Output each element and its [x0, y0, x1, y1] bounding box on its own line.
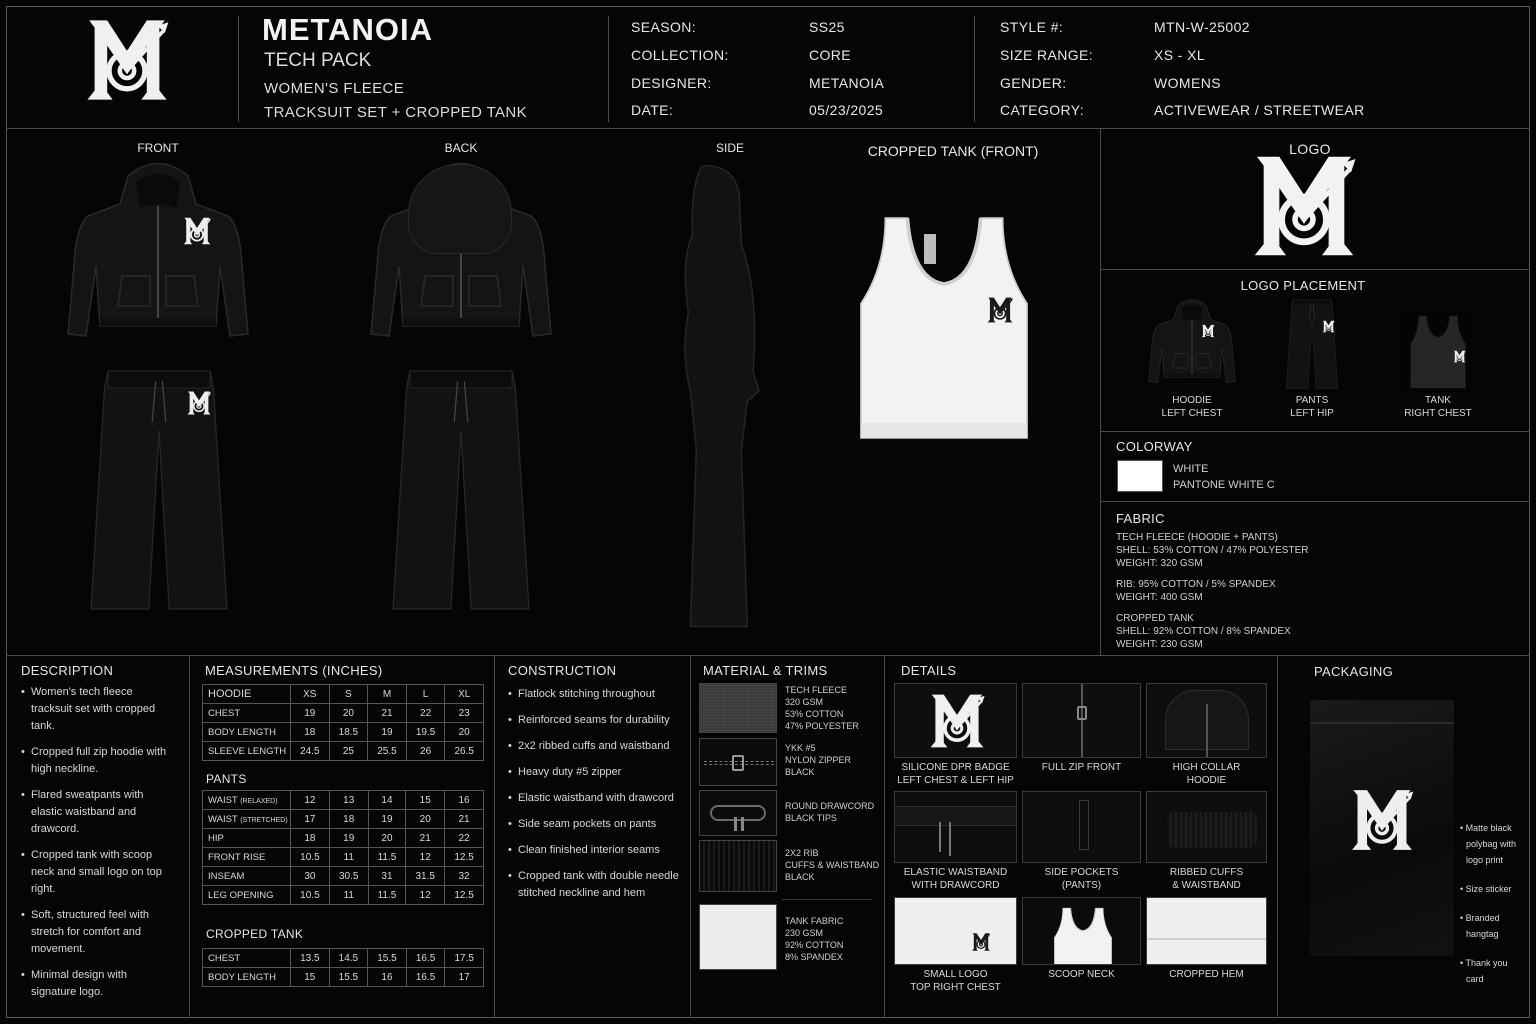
placement-pants-line2: LEFT HIP	[1290, 408, 1334, 419]
packaging-title: PACKAGING	[1314, 664, 1394, 679]
fabric-line: SHELL: 92% COTTON / 8% SPANDEX	[1116, 626, 1291, 637]
description-item: • Soft, structured feel with stretch for comfort and movement.	[21, 907, 171, 958]
fabric-block-2	[1116, 578, 1276, 604]
material-zipper-text	[785, 742, 851, 778]
table-cell: 25	[329, 742, 368, 761]
product-line-1: WOMEN'S FLEECE	[264, 80, 405, 97]
detail-caption-line: ELASTIC WAISTBAND	[903, 867, 1008, 878]
table-header-cell: M	[368, 685, 407, 704]
table-cell: 15.5	[368, 949, 407, 968]
pants-measurements-table	[202, 790, 484, 905]
front-hoodie-image	[52, 156, 264, 356]
table-cell	[203, 848, 291, 867]
detail-waistband-caption	[894, 866, 1017, 892]
table-cell	[203, 810, 291, 829]
table-cell: 10.5	[291, 848, 330, 867]
table-cell: 19	[291, 704, 330, 723]
table-cell: 21	[445, 810, 484, 829]
construction-item: • Elastic waistband with drawcord	[508, 790, 684, 807]
detail-pocket-image	[1022, 791, 1141, 863]
front-hoodie-logo-icon	[182, 216, 212, 246]
material-fleece-text	[785, 684, 859, 732]
fabric-block-3	[1116, 612, 1291, 651]
construction-title: CONSTRUCTION	[508, 663, 617, 678]
detail-badge-image	[894, 683, 1017, 758]
measurement-qualifier: (RELAXED)	[240, 797, 278, 805]
tank-fabric-swatch-icon	[699, 904, 777, 970]
detail-collar-image	[1146, 683, 1267, 758]
detail-caption-line: RIBBED CUFFS	[1169, 867, 1244, 878]
detail-caption-line: WITH DRAWCORD	[911, 880, 1000, 891]
placement-tank-line2: RIGHT CHEST	[1404, 408, 1472, 419]
brand-name: METANOIA	[262, 12, 434, 47]
material-line: BLACK	[785, 872, 815, 882]
table-cell: 18	[291, 829, 330, 848]
material-line: 92% COTTON	[785, 940, 844, 950]
logo-placement-title: LOGO PLACEMENT	[1240, 278, 1366, 293]
season-label: SEASON:	[631, 19, 697, 35]
packaging-note-line: hangtag	[1466, 929, 1499, 939]
placement-tank-logo-icon	[1453, 350, 1466, 363]
fabric-block-1	[1116, 531, 1308, 570]
construction-item: • Side seam pockets on pants	[508, 816, 684, 833]
front-pants-logo-icon	[186, 390, 212, 416]
detail-caption-line: HIGH COLLAR	[1172, 762, 1241, 773]
placement-pants-image	[1274, 296, 1350, 392]
detail-caption-line: SMALL LOGO	[923, 969, 988, 980]
placement-tank-line1: TANK	[1425, 395, 1451, 406]
table-row	[203, 886, 484, 905]
table-cell: 12.5	[445, 848, 484, 867]
construction-list	[508, 686, 684, 911]
detail-cuffs-image	[1146, 791, 1267, 863]
construction-item: • Cropped tank with double needle stitched neckline and hem	[508, 868, 684, 902]
table-cell: 18	[329, 810, 368, 829]
table-cell: 11.5	[368, 848, 406, 867]
category-value: ACTIVEWEAR / STREETWEAR	[1154, 102, 1365, 118]
table-cell: 15.5	[329, 968, 368, 987]
designer-value: METANOIA	[809, 75, 885, 91]
detail-caption-line: SILICONE DPR BADGE	[901, 762, 1010, 773]
table-header-cell: S	[329, 685, 368, 704]
table-cell: 22	[445, 829, 484, 848]
materials-title: MATERIAL & TRIMS	[703, 663, 828, 678]
product-line-2: TRACKSUIT SET + CROPPED TANK	[264, 104, 528, 121]
table-cell: 15	[406, 791, 445, 810]
material-line: 2X2 RIB	[785, 848, 819, 858]
description-title: DESCRIPTION	[21, 663, 114, 678]
size-range-value: XS - XL	[1154, 47, 1206, 63]
table-cell: 26.5	[445, 742, 484, 761]
table-cell: 17	[291, 810, 330, 829]
hoodie-measurements-table	[202, 684, 484, 761]
table-cell: 32	[445, 867, 484, 886]
detail-small-logo-image	[894, 897, 1017, 965]
placement-hoodie-caption	[1144, 394, 1240, 420]
packaging-note-hangtag: • Branded hangtag	[1460, 910, 1500, 942]
details-title: DETAILS	[901, 663, 957, 678]
table-cell: 26	[406, 742, 445, 761]
packaging-note-line: Branded	[1465, 913, 1500, 923]
detail-badge-caption	[894, 761, 1017, 787]
table-cell: 30.5	[329, 867, 368, 886]
style-label: STYLE #:	[1000, 19, 1064, 35]
measurement-label: WAIST	[208, 813, 238, 825]
collection-value: CORE	[809, 47, 852, 63]
material-line: TANK FABRIC	[785, 916, 844, 926]
packaging-note-line: polybag with	[1466, 839, 1517, 849]
drawcord-icon	[699, 790, 777, 836]
tank-front-image	[822, 200, 1066, 456]
material-rib-text	[785, 847, 879, 883]
table-cell: 13	[329, 791, 368, 810]
description-item: • Women's tech fleece tracksuit set with cropped tank.	[21, 684, 171, 735]
placement-tank-dark-overlay	[1398, 312, 1478, 392]
description-item: • Cropped full zip hoodie with high neckline.	[21, 744, 171, 778]
measurement-qualifier: (STRETCHED)	[240, 816, 288, 824]
table-cell: BODY LENGTH	[203, 723, 291, 742]
table-cell: 18	[291, 723, 330, 742]
material-line: BLACK TIPS	[785, 813, 837, 823]
table-cell: 22	[406, 704, 445, 723]
doc-type: TECH PACK	[264, 50, 372, 71]
placement-tank-caption	[1388, 394, 1488, 420]
detail-caption-line: HOODIE	[1186, 775, 1227, 786]
detail-collar-caption	[1146, 761, 1267, 787]
placement-pants-logo-icon	[1322, 320, 1335, 333]
table-row	[203, 685, 484, 704]
table-cell: 19	[329, 829, 368, 848]
table-cell: 21	[368, 704, 407, 723]
table-cell	[203, 829, 291, 848]
table-cell: 24.5	[291, 742, 330, 761]
detail-caption-line: TOP RIGHT CHEST	[910, 982, 1001, 993]
construction-item: • Flatlock stitching throughout	[508, 686, 684, 703]
fabric-title: FABRIC	[1116, 511, 1165, 526]
packaging-note-line: Matte black	[1465, 823, 1512, 833]
table-cell	[203, 886, 291, 905]
table-cell: CHEST	[203, 949, 291, 968]
table-cell: 20	[329, 704, 368, 723]
table-cell: 11.5	[368, 886, 406, 905]
construction-item: • Reinforced seams for durability	[508, 712, 684, 729]
construction-item: • 2x2 ribbed cuffs and waistband	[508, 738, 684, 755]
rib-swatch-icon	[699, 840, 777, 892]
tank-measurements-title: CROPPED TANK	[206, 927, 304, 941]
description-item: • Minimal design with signature logo.	[21, 967, 171, 1001]
table-cell: 16	[445, 791, 484, 810]
table-cell: 14	[368, 791, 406, 810]
table-cell: 16	[368, 968, 407, 987]
table-header-cell: XS	[291, 685, 330, 704]
description-item: • Cropped tank with scoop neck and small logo on top right.	[21, 847, 171, 898]
detail-cropped-hem-caption	[1146, 968, 1267, 981]
table-cell: 19	[368, 723, 407, 742]
material-line: 8% SPANDEX	[785, 952, 843, 962]
view-label-back: BACK	[444, 141, 478, 155]
packaging-note-polybag: • Matte black polybag with logo print	[1460, 820, 1516, 868]
table-cell: 23	[445, 704, 484, 723]
detail-caption-line: SCOOP NECK	[1048, 969, 1115, 980]
table-cell: 10.5	[291, 886, 330, 905]
material-line: 47% POLYESTER	[785, 721, 859, 731]
fleece-swatch-icon	[699, 683, 777, 733]
material-line: BLACK	[785, 767, 815, 777]
table-header-cell: HOODIE	[203, 685, 291, 704]
detail-zip-caption	[1022, 761, 1141, 774]
placement-hoodie-image	[1144, 296, 1240, 392]
material-line: 320 GSM	[785, 697, 824, 707]
table-cell: 19	[368, 810, 406, 829]
table-cell	[203, 867, 291, 886]
fabric-line: WEIGHT: 400 GSM	[1116, 592, 1203, 603]
material-line: TECH FLEECE	[785, 685, 848, 695]
table-row	[203, 810, 484, 829]
table-cell: 21	[406, 829, 445, 848]
size-range-label: SIZE RANGE:	[1000, 47, 1094, 63]
placement-hoodie-line2: LEFT CHEST	[1161, 408, 1223, 419]
fabric-line: WEIGHT: 230 GSM	[1116, 639, 1203, 650]
table-cell: 30	[291, 867, 330, 886]
logo-panel-title: LOGO	[1289, 141, 1331, 157]
side-view-image	[650, 156, 770, 646]
table-cell: 18.5	[329, 723, 368, 742]
tank-logo-icon	[986, 296, 1014, 324]
packaging-note-line: card	[1466, 974, 1484, 984]
material-line: 230 GSM	[785, 928, 824, 938]
table-cell: 31.5	[406, 867, 445, 886]
tank-label-tag	[924, 234, 936, 264]
measurement-label: INSEAM	[208, 870, 245, 882]
detail-caption-line: (PANTS)	[1061, 880, 1102, 891]
date-value: 05/23/2025	[809, 102, 884, 118]
table-cell: 19.5	[406, 723, 445, 742]
fabric-line: TECH FLEECE (HOODIE + PANTS)	[1116, 532, 1278, 543]
gender-value: WOMENS	[1154, 75, 1221, 91]
detail-zip-image	[1022, 683, 1141, 758]
measurement-label: FRONT RISE	[208, 851, 266, 863]
pants-measurements-title: PANTS	[206, 772, 247, 786]
table-cell: CHEST	[203, 704, 291, 723]
category-label: CATEGORY:	[1000, 102, 1084, 118]
table-cell: 16.5	[406, 949, 445, 968]
table-cell: 13.5	[291, 949, 330, 968]
material-line: CUFFS & WAISTBAND	[785, 860, 880, 870]
construction-item: • Clean finished interior seams	[508, 842, 684, 859]
detail-caption-line: & WAISTBAND	[1172, 880, 1241, 891]
season-value: SS25	[809, 19, 845, 35]
packaging-note-sticker: • Size sticker	[1460, 884, 1512, 894]
detail-caption-line: FULL ZIP FRONT	[1041, 762, 1122, 773]
detail-caption-line: SIDE POCKETS	[1044, 867, 1119, 878]
colorway-name: WHITE	[1173, 463, 1209, 475]
back-pants-image	[376, 338, 546, 642]
table-cell: 31	[368, 867, 406, 886]
detail-pocket-caption	[1022, 866, 1141, 892]
placement-hoodie-line1: HOODIE	[1172, 395, 1212, 406]
date-label: DATE:	[631, 102, 674, 118]
table-row	[203, 949, 484, 968]
construction-item: • Heavy duty #5 zipper	[508, 764, 684, 781]
table-header-cell: L	[406, 685, 445, 704]
table-cell: 25.5	[368, 742, 407, 761]
table-cell: 11	[329, 848, 368, 867]
table-cell: 12.5	[445, 886, 484, 905]
table-row	[203, 791, 484, 810]
detail-caption-line: CROPPED HEM	[1169, 969, 1244, 980]
style-value: MTN-W-25002	[1154, 19, 1250, 35]
material-drawcord-text	[785, 800, 874, 824]
table-cell: 20	[406, 810, 445, 829]
table-row	[203, 867, 484, 886]
back-hood-shape	[408, 164, 512, 254]
colorway-title: COLORWAY	[1116, 439, 1193, 454]
polybag-image	[1310, 700, 1454, 956]
table-row	[203, 723, 484, 742]
table-row	[203, 829, 484, 848]
table-cell: 16.5	[406, 968, 445, 987]
detail-scoop-neck-caption	[1022, 968, 1141, 981]
view-label-side: SIDE	[715, 141, 744, 155]
table-cell: BODY LENGTH	[203, 968, 291, 987]
detail-cropped-hem-image	[1146, 897, 1267, 965]
table-row	[203, 968, 484, 987]
detail-small-logo-caption	[894, 968, 1017, 994]
measurement-label: LEG OPENING	[208, 889, 274, 901]
brand-logo-icon	[82, 14, 172, 106]
material-line: ROUND DRAWCORD	[785, 801, 875, 811]
colorway-pantone: PANTONE WHITE C	[1173, 479, 1275, 491]
placement-pants-line1: PANTS	[1295, 395, 1329, 406]
table-cell: 12	[406, 886, 445, 905]
detail-waistband-image	[894, 791, 1017, 863]
measurements-title: MEASUREMENTS (INCHES)	[205, 663, 383, 678]
packaging-note-line: Size sticker	[1465, 884, 1512, 894]
designer-label: DESIGNER:	[631, 75, 712, 91]
collection-label: COLLECTION:	[631, 47, 729, 63]
packaging-note-line: Thank you	[1465, 958, 1508, 968]
table-row	[203, 848, 484, 867]
material-line: 53% COTTON	[785, 709, 844, 719]
packaging-note-line: logo print	[1466, 855, 1504, 865]
table-cell: 15	[291, 968, 330, 987]
placement-pants-caption	[1264, 394, 1360, 420]
material-line: NYLON ZIPPER	[785, 755, 852, 765]
detail-scoop-neck-image	[1022, 897, 1141, 965]
placement-hoodie-logo-icon	[1201, 324, 1215, 338]
table-cell: 17	[445, 968, 484, 987]
fabric-line: WEIGHT: 320 GSM	[1116, 558, 1203, 569]
table-cell: 20	[445, 723, 484, 742]
table-row	[203, 704, 484, 723]
table-cell: SLEEVE LENGTH	[203, 742, 291, 761]
detail-caption-line: LEFT CHEST & LEFT HIP	[897, 775, 1014, 786]
table-cell	[203, 791, 291, 810]
table-header-cell: XL	[445, 685, 484, 704]
main-logo-icon	[1242, 150, 1366, 262]
table-cell: 11	[329, 886, 368, 905]
measurement-label: WAIST	[208, 794, 238, 806]
table-cell: 17.5	[445, 949, 484, 968]
front-pants-image	[74, 338, 244, 642]
colorway-swatch	[1117, 460, 1163, 492]
view-label-tank: CROPPED TANK (FRONT)	[867, 143, 1039, 159]
tank-measurements-table	[202, 948, 484, 987]
description-list	[21, 684, 171, 1010]
fabric-line: SHELL: 53% COTTON / 47% POLYESTER	[1116, 545, 1309, 556]
description-item: • Flared sweatpants with elastic waistband and drawcord.	[21, 787, 171, 838]
table-row	[203, 742, 484, 761]
measurement-label: HIP	[208, 832, 224, 844]
material-line: YKK #5	[785, 743, 816, 753]
table-cell: 12	[406, 848, 445, 867]
gender-label: GENDER:	[1000, 75, 1067, 91]
packaging-note-card: • Thank you card	[1460, 955, 1508, 987]
fabric-line: CROPPED TANK	[1116, 613, 1194, 624]
view-label-front: FRONT	[137, 141, 179, 155]
table-cell: 20	[368, 829, 406, 848]
detail-cuffs-caption	[1146, 866, 1267, 892]
fabric-line: RIB: 95% COTTON / 5% SPANDEX	[1116, 579, 1276, 590]
zipper-icon	[699, 738, 777, 786]
material-tank-fabric-text	[785, 915, 843, 963]
table-cell: 14.5	[329, 949, 368, 968]
table-cell: 12	[291, 791, 330, 810]
